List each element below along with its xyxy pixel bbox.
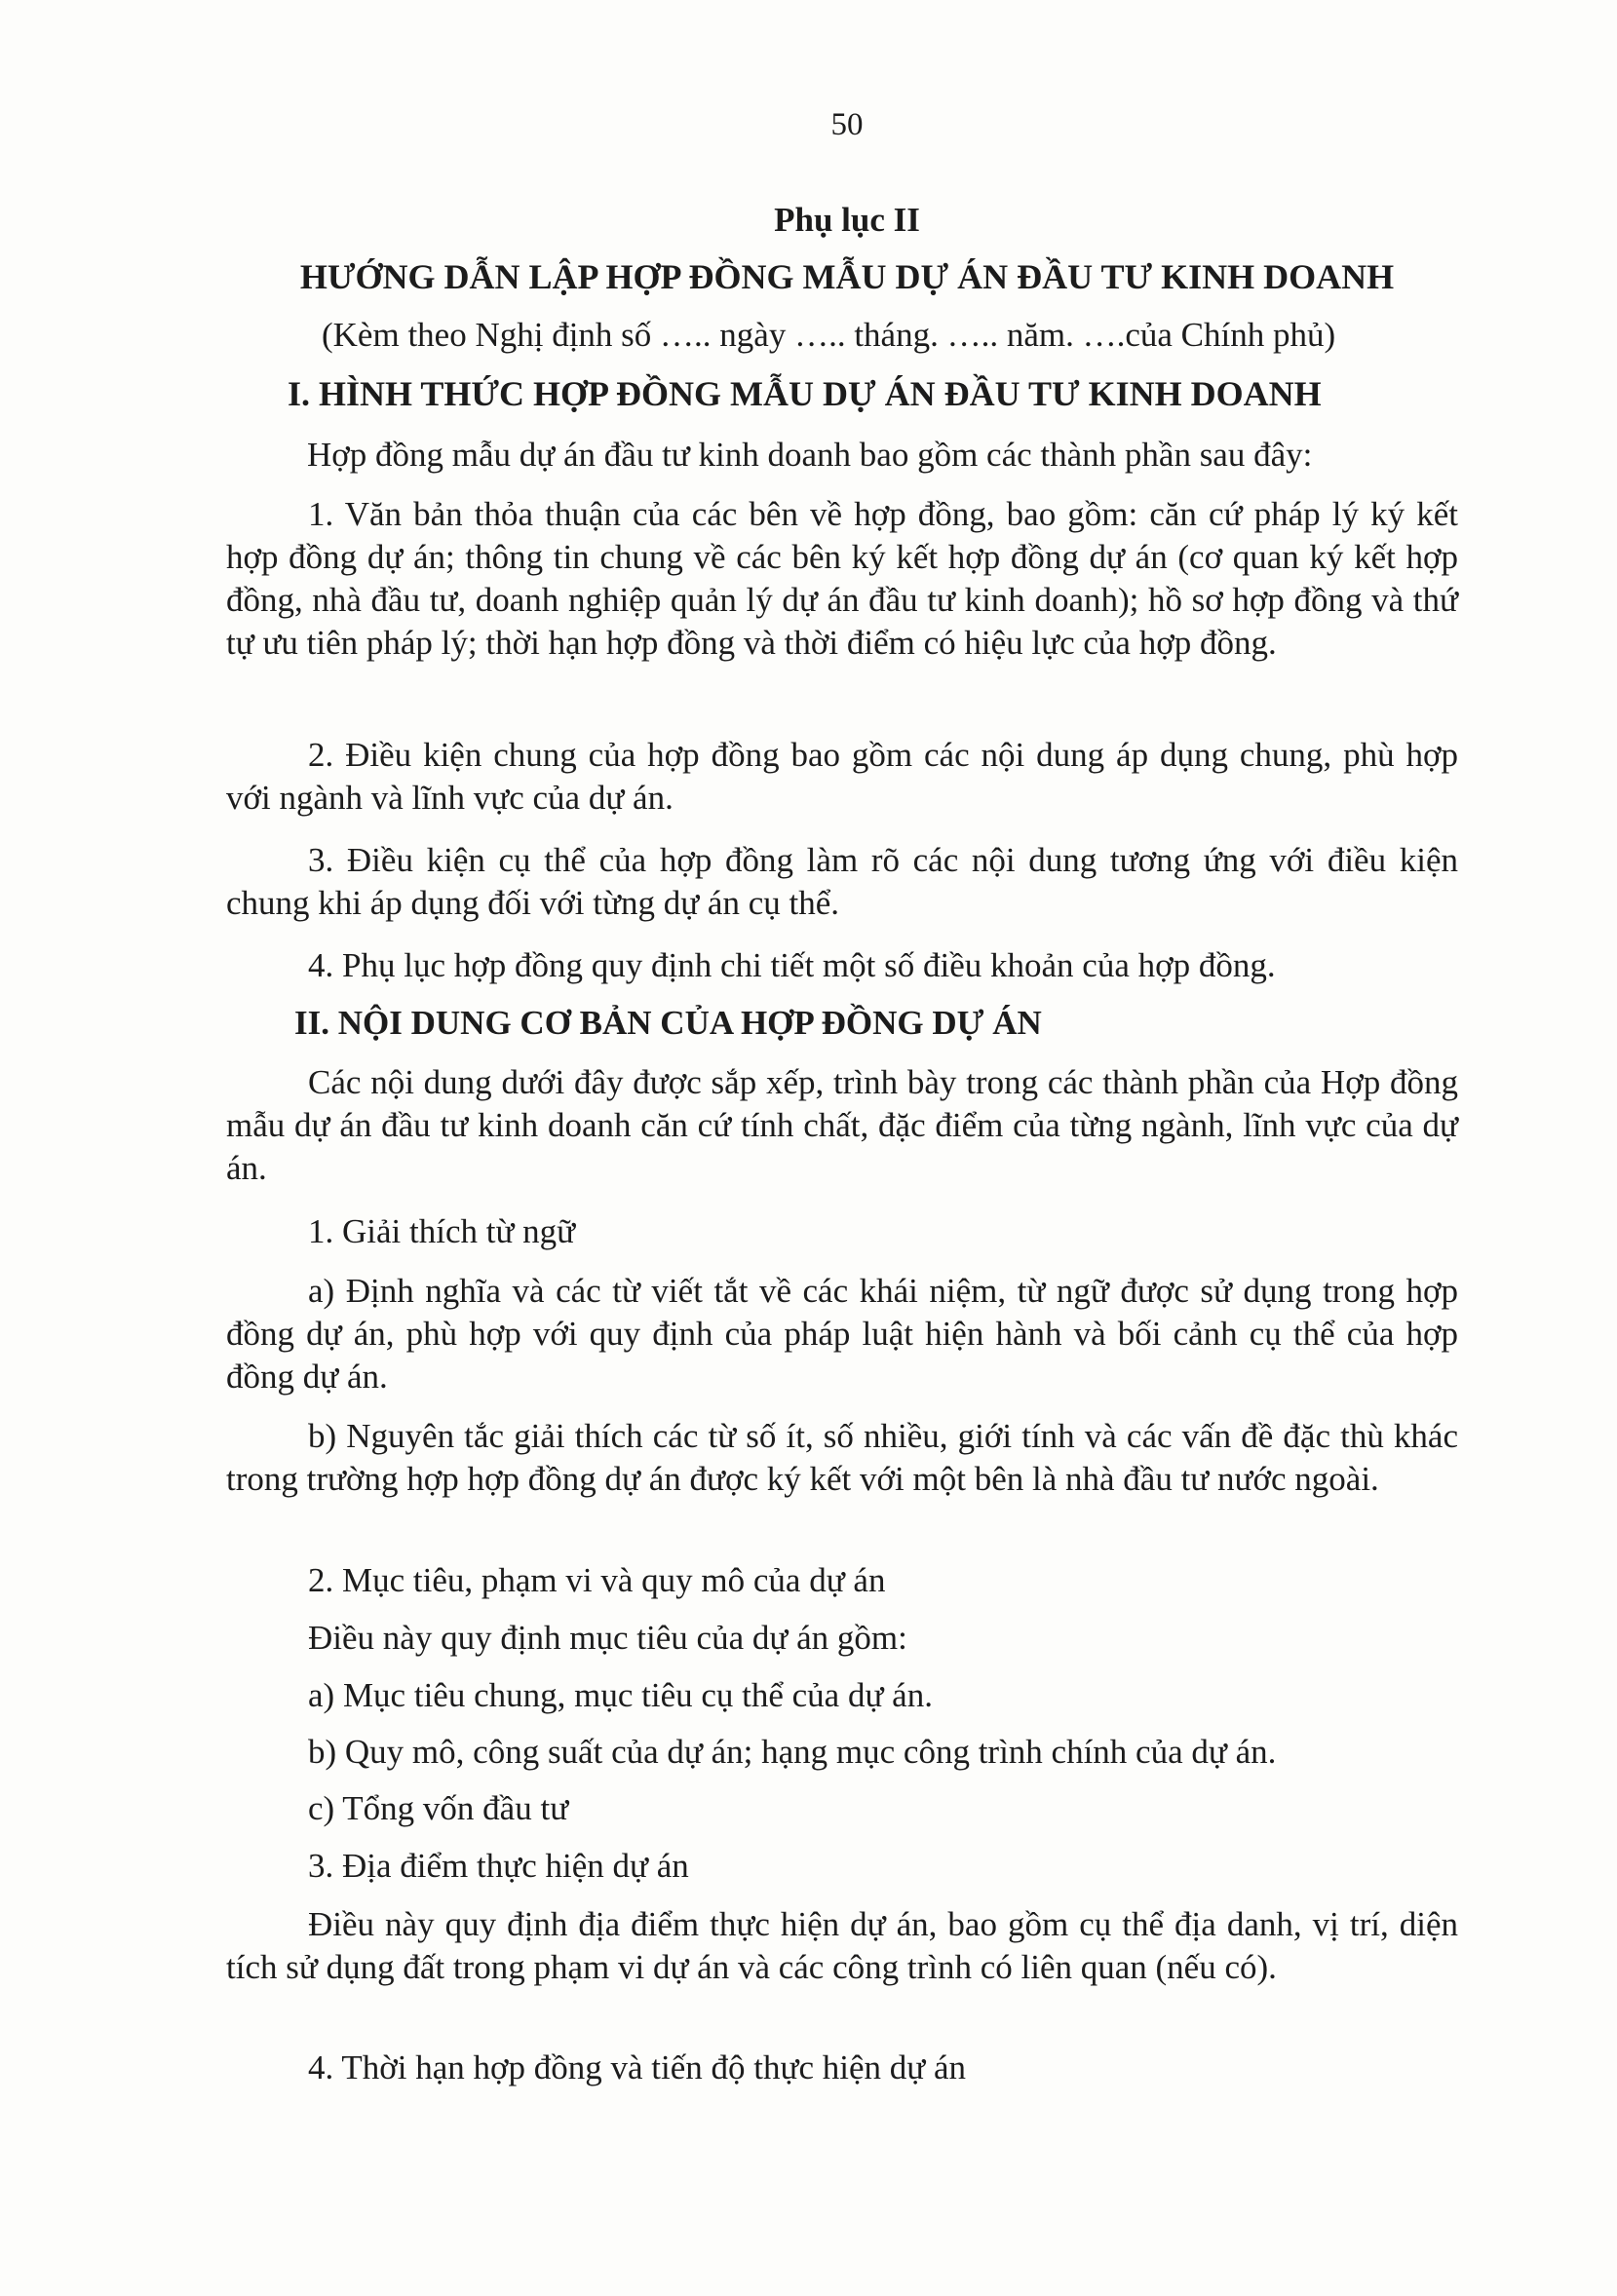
appendix-label: Phụ lục II [774,201,920,239]
section2-item-2-intro: Điều này quy định mục tiêu của dự án gồm: [308,1619,907,1657]
section2-item-3-text: Điều này quy định địa điểm thực hiện dự án, bao gồm cụ thể địa danh, vị trí, diện tích sử dụng đất trong phạm vi dự án và các công trình có liên quan (nếu có). [226,1905,1458,1986]
section1-item-4: 4. Phụ lục hợp đồng quy định chi tiết một số điều khoản của hợp đồng. [308,946,1276,984]
section2-item-2c: c) Tổng vốn đầu tư [308,1789,569,1827]
section2-item-2-title: 2. Mục tiêu, phạm vi và quy mô của dự án [308,1561,886,1599]
section2-item-1-title: 1. Giải thích từ ngữ [308,1212,576,1250]
section1-item-2: 2. Điều kiện chung của hợp đồng bao gồm các nội dung áp dụng chung, phù hợp với ngành và lĩnh vực của dự án. [226,736,1458,817]
page-number: 50 [830,107,864,142]
section1-item-3: 3. Điều kiện cụ thể của hợp đồng làm rõ các nội dung tương ứng với điều kiện chung khi áp dụng đối với từng dự án cụ thể. [226,841,1458,922]
section1-intro: Hợp đồng mẫu dự án đầu tư kinh doanh bao gồm các thành phần sau đây: [307,436,1313,474]
section1-item-1: 1. Văn bản thỏa thuận của các bên về hợp đồng, bao gồm: căn cứ pháp lý ký kết hợp đồng dự án; thông tin chung về các bên ký kết hợp đồng dự án (cơ quan ký kết hợp đồng, nhà đầu tư, doanh nghiệp quản lý dự án đầu tư kinh doanh); hồ sơ hợp đồng và thứ tự ưu tiên pháp lý; thời hạn hợp đồng và thời điểm có hiệu lực của hợp đồng. [226,495,1458,662]
section2-item-2a: a) Mục tiêu chung, mục tiêu cụ thể của dự án. [308,1676,933,1714]
section1-heading: I. HÌNH THỨC HỢP ĐỒNG MẪU DỰ ÁN ĐẦU TƯ KINH DOANH [288,374,1322,413]
section2-item-4-title: 4. Thời hạn hợp đồng và tiến độ thực hiện dự án [308,2048,967,2086]
document-subtitle: (Kèm theo Nghị định số ….. ngày ….. tháng. ….. năm. ….của Chính phủ) [322,316,1336,354]
document-title: HƯỚNG DẪN LẬP HỢP ĐỒNG MẪU DỰ ÁN ĐẦU TƯ KINH DOANH [299,257,1395,296]
section2-item-1b: b) Nguyên tắc giải thích các từ số ít, số nhiều, giới tính và các vấn đề đặc thù khác trong trường hợp hợp đồng dự án được ký kết với một bên là nhà đầu tư nước ngoài. [226,1417,1458,1498]
section2-item-1a: a) Định nghĩa và các từ viết tắt về các khái niệm, từ ngữ được sử dụng trong hợp đồng dự án, phù hợp với quy định của pháp luật hiện hành và bối cảnh cụ thể của hợp đồng dự án. [226,1272,1458,1396]
section2-intro: Các nội dung dưới đây được sắp xếp, trình bày trong các thành phần của Hợp đồng mẫu dự án đầu tư kinh doanh căn cứ tính chất, đặc điểm của từng ngành, lĩnh vực của dự án. [226,1063,1458,1187]
section2-item-3-title: 3. Địa điểm thực hiện dự án [308,1847,689,1885]
section2-heading: II. NỘI DUNG CƠ BẢN CỦA HỢP ĐỒNG DỰ ÁN [294,1004,1042,1042]
section2-item-2b: b) Quy mô, công suất của dự án; hạng mục công trình chính của dự án. [308,1733,1277,1771]
